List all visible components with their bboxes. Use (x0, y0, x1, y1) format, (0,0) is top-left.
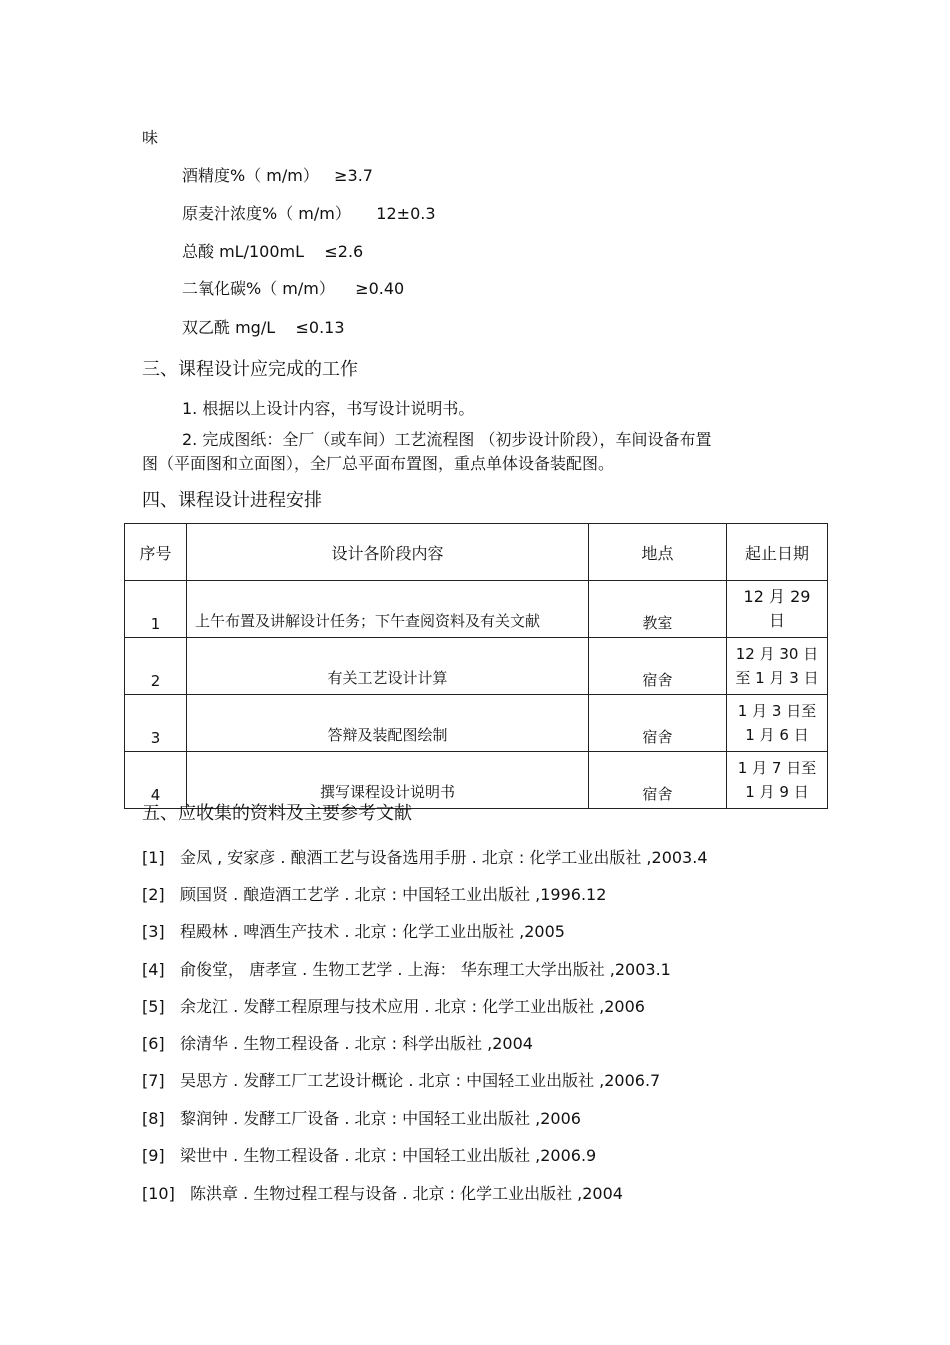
spec-total-acid (182, 239, 363, 262)
spec-value: ≥3.7 (334, 166, 373, 185)
table-header-row (125, 524, 828, 581)
section-3-item-1: 1. 根据以上设计内容，书写设计说明书。 (182, 399, 475, 418)
reference-item (142, 1181, 623, 1204)
table-row (125, 581, 828, 638)
reference-number: [5] (142, 997, 165, 1016)
reference-number: [1] (142, 848, 165, 867)
row-date-line-1: 1 月 7 日至 (737, 759, 817, 777)
table-row (125, 695, 828, 752)
reference-item (142, 957, 671, 980)
schedule-table (124, 523, 828, 809)
reference-number: [6] (142, 1034, 165, 1053)
reference-number: [4] (142, 960, 165, 979)
reference-number: [2] (142, 885, 165, 904)
header-index: 序号 (125, 524, 187, 581)
spec-diacetyl (182, 315, 345, 338)
spec-label: 双乙酰 mg/L (182, 318, 276, 337)
reference-text: 吴思方 . 发酵工厂工艺设计概论 . 北京 : 中国轻工业出版社 ,2006.7 (180, 1071, 661, 1090)
reference-item (142, 1068, 660, 1091)
spec-value: ≤0.13 (295, 318, 345, 337)
reference-text: 程殿林 . 啤酒生产技术 . 北京 : 化学工业出版社 ,2005 (180, 922, 565, 941)
table-row (125, 638, 828, 695)
spec-label: 酒精度%（ m/m） (182, 166, 319, 185)
header-date: 起止日期 (727, 524, 828, 581)
row-date-line-1: 1 月 3 日至 (737, 702, 817, 720)
reference-text: 顾国贤 . 酿造酒工艺学 . 北京 : 中国轻工业出版社 ,1996.12 (180, 885, 607, 904)
reference-text: 黎润钟 . 发酵工厂设备 . 北京 : 中国轻工业出版社 ,2006 (180, 1109, 581, 1128)
row-index: 2 (125, 638, 187, 695)
reference-text: 陈洪章 . 生物过程工程与设备 . 北京 : 化学工业出版社 ,2004 (190, 1184, 623, 1203)
row-place: 宿舍 (589, 638, 727, 695)
section-3-item-2-line-2: 图（平面图和立面图），全厂总平面布置图，重点单体设备装配图。 (142, 454, 615, 473)
row-place: 教室 (589, 581, 727, 638)
reference-number: [8] (142, 1109, 165, 1128)
section-5-heading: 五、应收集的资料及主要参考文献 (142, 803, 412, 824)
row-date-line-1: 12 月 30 日 (735, 645, 819, 663)
spec-wort-concentration (182, 201, 436, 224)
spec-label: 总酸 mL/100mL (182, 242, 305, 261)
spec-value: ≤2.6 (324, 242, 364, 261)
row-date (727, 638, 828, 695)
reference-number: [9] (142, 1146, 165, 1165)
spec-label: 原麦汁浓度%（ m/m） (182, 204, 351, 223)
reference-text: 余龙江 . 发酵工程原理与技术应用 . 北京 : 化学工业出版社 ,2006 (180, 997, 645, 1016)
row-date (727, 752, 828, 809)
header-place: 地点 (589, 524, 727, 581)
spec-value: ≥0.40 (355, 279, 405, 298)
spec-co2 (182, 276, 404, 299)
spec-value: 12±0.3 (376, 204, 436, 223)
reference-item (142, 1106, 581, 1129)
reference-number: [3] (142, 922, 165, 941)
row-content: 上午布置及讲解设计任务；下午查阅资料及有关文献 (187, 581, 589, 638)
reference-text: 俞俊堂， 唐孝宣 . 生物工艺学 . 上海： 华东理工大学出版社 ,2003.1 (180, 960, 671, 979)
header-content: 设计各阶段内容 (187, 524, 589, 581)
reference-number: [10] (142, 1184, 175, 1203)
reference-text: 梁世中 . 生物工程设备 . 北京 : 中国轻工业出版社 ,2006.9 (180, 1146, 597, 1165)
row-content: 有关工艺设计计算 (187, 638, 589, 695)
section-3-heading: 三、课程设计应完成的工作 (142, 359, 358, 380)
row-date-line-2: 至 1 月 3 日 (735, 669, 819, 687)
row-index: 3 (125, 695, 187, 752)
row-place: 宿舍 (589, 695, 727, 752)
reference-item (142, 845, 708, 868)
row-date (727, 695, 828, 752)
spec-label: 二氧化碳%（ m/m） (182, 279, 335, 298)
reference-item (142, 1143, 596, 1166)
row-content: 撰写课程设计说明书 (187, 752, 589, 809)
reference-number: [7] (142, 1071, 165, 1090)
row-date-line-1: 12 月 29 (743, 587, 811, 606)
section-3-item-2-line-1: 2. 完成图纸：全厂（或车间）工艺流程图 （初步设计阶段），车间设备布置 (182, 430, 712, 449)
reference-text: 徐清华 . 生物工程设备 . 北京 : 科学出版社 ,2004 (180, 1034, 533, 1053)
reference-text: 金凤 , 安家彦 . 酿酒工艺与设备选用手册 . 北京 : 化学工业出版社 ,2003.4 (180, 848, 708, 867)
row-content: 答辩及装配图绘制 (187, 695, 589, 752)
section-4-heading: 四、课程设计进程安排 (142, 490, 322, 511)
row-index: 1 (125, 581, 187, 638)
reference-item (142, 919, 565, 942)
reference-item (142, 882, 606, 905)
row-index: 4 (125, 752, 187, 809)
spec-alcohol (182, 163, 373, 186)
reference-item (142, 1031, 533, 1054)
row-date-line-2: 1 月 9 日 (745, 783, 809, 801)
text-fragment: 味 (142, 128, 159, 147)
row-date-line-2: 日 (768, 611, 785, 630)
reference-item (142, 994, 645, 1017)
row-date (727, 581, 828, 638)
row-place: 宿舍 (589, 752, 727, 809)
row-date-line-2: 1 月 6 日 (745, 726, 809, 744)
